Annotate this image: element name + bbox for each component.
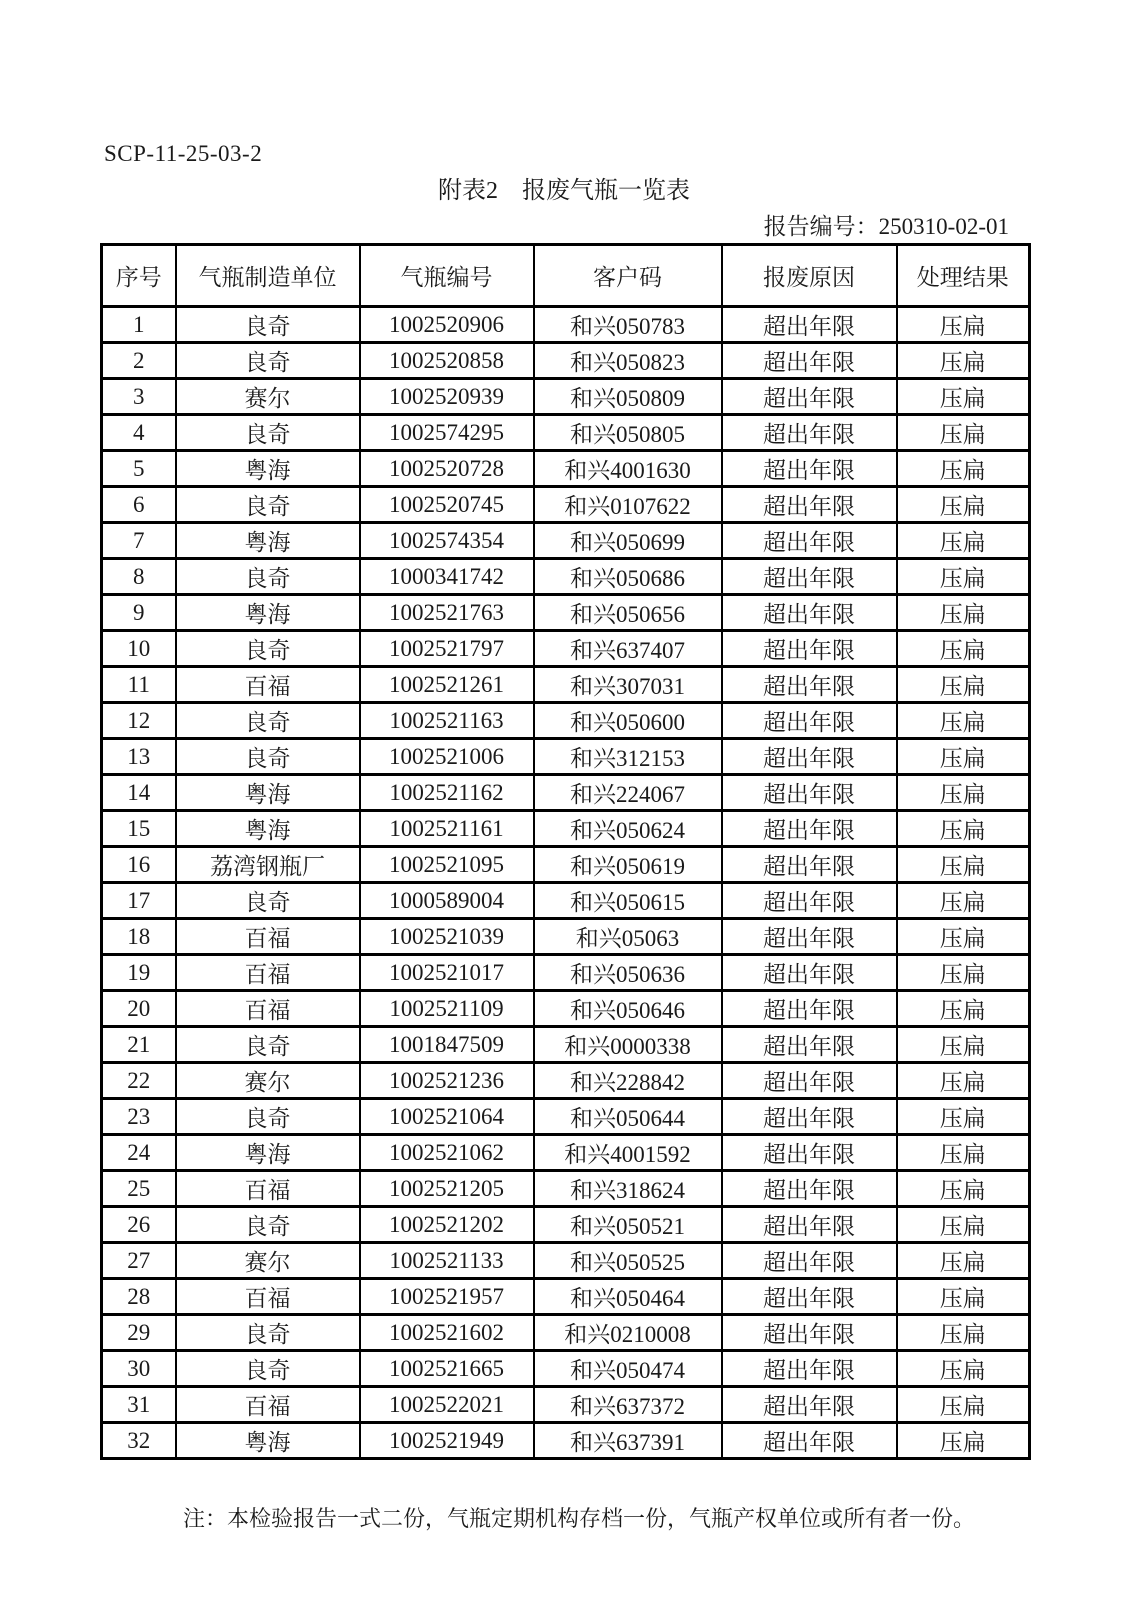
- column-header-customer-code: 客户码: [534, 245, 722, 307]
- cell-index: 7: [102, 523, 176, 559]
- cell-disposal-result: 压扁: [897, 343, 1030, 379]
- table-row: [102, 775, 1030, 811]
- cell-manufacturer: 赛尔: [176, 1063, 360, 1099]
- cell-scrap-reason: 超出年限: [722, 1279, 897, 1315]
- table-header-row: [102, 245, 1030, 307]
- cell-cylinder-number: 1002521763: [360, 595, 534, 631]
- cell-customer-code: 和兴4001592: [534, 1135, 722, 1171]
- cell-manufacturer: 百福: [176, 991, 360, 1027]
- cell-cylinder-number: 1002521039: [360, 919, 534, 955]
- cell-index: 14: [102, 775, 176, 811]
- cell-cylinder-number: 1002521162: [360, 775, 534, 811]
- cell-manufacturer: 粤海: [176, 1423, 360, 1459]
- cell-manufacturer: 赛尔: [176, 1243, 360, 1279]
- cell-disposal-result: 压扁: [897, 487, 1030, 523]
- cell-manufacturer: 良奇: [176, 1207, 360, 1243]
- cell-cylinder-number: 1002521949: [360, 1423, 534, 1459]
- cell-disposal-result: 压扁: [897, 1135, 1030, 1171]
- cell-manufacturer: 良奇: [176, 631, 360, 667]
- table-row: [102, 919, 1030, 955]
- cell-customer-code: 和兴050525: [534, 1243, 722, 1279]
- cell-scrap-reason: 超出年限: [722, 451, 897, 487]
- cell-manufacturer: 粤海: [176, 523, 360, 559]
- table-row: [102, 559, 1030, 595]
- cell-manufacturer: 赛尔: [176, 379, 360, 415]
- cell-manufacturer: 百福: [176, 1171, 360, 1207]
- cell-scrap-reason: 超出年限: [722, 1027, 897, 1063]
- cell-manufacturer: 良奇: [176, 307, 360, 343]
- cell-customer-code: 和兴228842: [534, 1063, 722, 1099]
- report-number: 报告编号：250310-02-01: [763, 214, 1009, 239]
- cell-scrap-reason: 超出年限: [722, 1063, 897, 1099]
- cell-customer-code: 和兴0210008: [534, 1315, 722, 1351]
- table-row: [102, 991, 1030, 1027]
- cell-disposal-result: 压扁: [897, 1027, 1030, 1063]
- cell-scrap-reason: 超出年限: [722, 487, 897, 523]
- table-row: [102, 523, 1030, 559]
- cell-manufacturer: 良奇: [176, 1027, 360, 1063]
- cell-cylinder-number: 1002574354: [360, 523, 534, 559]
- cell-index: 26: [102, 1207, 176, 1243]
- cell-index: 17: [102, 883, 176, 919]
- cell-manufacturer: 良奇: [176, 1315, 360, 1351]
- cell-manufacturer: 百福: [176, 919, 360, 955]
- column-header-index: 序号: [102, 245, 176, 307]
- table-row: [102, 343, 1030, 379]
- cell-cylinder-number: 1000589004: [360, 883, 534, 919]
- cell-index: 6: [102, 487, 176, 523]
- cell-disposal-result: 压扁: [897, 1099, 1030, 1135]
- cell-disposal-result: 压扁: [897, 1279, 1030, 1315]
- cell-scrap-reason: 超出年限: [722, 667, 897, 703]
- table-row: [102, 451, 1030, 487]
- cell-scrap-reason: 超出年限: [722, 919, 897, 955]
- table-row: [102, 955, 1030, 991]
- cell-customer-code: 和兴050656: [534, 595, 722, 631]
- cell-scrap-reason: 超出年限: [722, 379, 897, 415]
- cell-manufacturer: 百福: [176, 667, 360, 703]
- scrapped-cylinder-table: [100, 243, 1031, 1460]
- cell-manufacturer: 粤海: [176, 451, 360, 487]
- cell-customer-code: 和兴050823: [534, 343, 722, 379]
- cell-manufacturer: 百福: [176, 1387, 360, 1423]
- cell-manufacturer: 良奇: [176, 559, 360, 595]
- cell-customer-code: 和兴050809: [534, 379, 722, 415]
- cell-disposal-result: 压扁: [897, 883, 1030, 919]
- table-row: [102, 415, 1030, 451]
- table-row: [102, 1099, 1030, 1135]
- cell-scrap-reason: 超出年限: [722, 1171, 897, 1207]
- cell-cylinder-number: 1002521202: [360, 1207, 534, 1243]
- column-header-manufacturer: 气瓶制造单位: [176, 245, 360, 307]
- cell-cylinder-number: 1002521602: [360, 1315, 534, 1351]
- cell-cylinder-number: 1002521064: [360, 1099, 534, 1135]
- cell-disposal-result: 压扁: [897, 955, 1030, 991]
- cell-cylinder-number: 1002520939: [360, 379, 534, 415]
- cell-index: 12: [102, 703, 176, 739]
- cell-customer-code: 和兴318624: [534, 1171, 722, 1207]
- cell-manufacturer: 良奇: [176, 1099, 360, 1135]
- table-row: [102, 1243, 1030, 1279]
- table-row: [102, 703, 1030, 739]
- cell-manufacturer: 良奇: [176, 883, 360, 919]
- cell-cylinder-number: 1001847509: [360, 1027, 534, 1063]
- cell-index: 22: [102, 1063, 176, 1099]
- cell-index: 16: [102, 847, 176, 883]
- cell-disposal-result: 压扁: [897, 1207, 1030, 1243]
- cell-scrap-reason: 超出年限: [722, 739, 897, 775]
- cell-index: 4: [102, 415, 176, 451]
- cell-disposal-result: 压扁: [897, 775, 1030, 811]
- table-row: [102, 739, 1030, 775]
- cell-cylinder-number: 1002521161: [360, 811, 534, 847]
- cell-index: 25: [102, 1171, 176, 1207]
- cell-index: 9: [102, 595, 176, 631]
- cell-disposal-result: 压扁: [897, 1351, 1030, 1387]
- cell-index: 1: [102, 307, 176, 343]
- cell-scrap-reason: 超出年限: [722, 307, 897, 343]
- cell-customer-code: 和兴4001630: [534, 451, 722, 487]
- cell-disposal-result: 压扁: [897, 811, 1030, 847]
- cell-disposal-result: 压扁: [897, 1171, 1030, 1207]
- cell-scrap-reason: 超出年限: [722, 1351, 897, 1387]
- cell-customer-code: 和兴050699: [534, 523, 722, 559]
- cell-customer-code: 和兴050636: [534, 955, 722, 991]
- table-body: [102, 307, 1030, 1459]
- cell-customer-code: 和兴050521: [534, 1207, 722, 1243]
- cell-customer-code: 和兴0107622: [534, 487, 722, 523]
- table-row: [102, 667, 1030, 703]
- cell-cylinder-number: 1002521133: [360, 1243, 534, 1279]
- doc-code: SCP-11-25-03-2: [104, 141, 263, 166]
- cell-index: 13: [102, 739, 176, 775]
- cell-manufacturer: 良奇: [176, 1351, 360, 1387]
- cell-manufacturer: 百福: [176, 955, 360, 991]
- cell-customer-code: 和兴050615: [534, 883, 722, 919]
- cell-disposal-result: 压扁: [897, 1063, 1030, 1099]
- cell-customer-code: 和兴307031: [534, 667, 722, 703]
- cell-customer-code: 和兴050686: [534, 559, 722, 595]
- cell-disposal-result: 压扁: [897, 1423, 1030, 1459]
- column-header-disposal-result: 处理结果: [897, 245, 1030, 307]
- cell-manufacturer: 良奇: [176, 739, 360, 775]
- table-row: [102, 631, 1030, 667]
- cell-cylinder-number: 1002520745: [360, 487, 534, 523]
- cell-scrap-reason: 超出年限: [722, 595, 897, 631]
- cell-index: 3: [102, 379, 176, 415]
- cell-manufacturer: 粤海: [176, 595, 360, 631]
- cell-disposal-result: 压扁: [897, 847, 1030, 883]
- cell-cylinder-number: 1002521062: [360, 1135, 534, 1171]
- cell-index: 24: [102, 1135, 176, 1171]
- cell-scrap-reason: 超出年限: [722, 1423, 897, 1459]
- table-row: [102, 847, 1030, 883]
- cell-manufacturer: 荔湾钢瓶厂: [176, 847, 360, 883]
- cell-index: 2: [102, 343, 176, 379]
- cell-disposal-result: 压扁: [897, 379, 1030, 415]
- cell-index: 29: [102, 1315, 176, 1351]
- cell-manufacturer: 粤海: [176, 775, 360, 811]
- cell-scrap-reason: 超出年限: [722, 811, 897, 847]
- table-row: [102, 1135, 1030, 1171]
- cell-cylinder-number: 1002521797: [360, 631, 534, 667]
- cell-index: 15: [102, 811, 176, 847]
- table-row: [102, 811, 1030, 847]
- cell-customer-code: 和兴05063: [534, 919, 722, 955]
- cell-disposal-result: 压扁: [897, 307, 1030, 343]
- table-row: [102, 1027, 1030, 1063]
- cell-customer-code: 和兴224067: [534, 775, 722, 811]
- cell-disposal-result: 压扁: [897, 1243, 1030, 1279]
- table-row: [102, 883, 1030, 919]
- cell-cylinder-number: 1002521957: [360, 1279, 534, 1315]
- cell-scrap-reason: 超出年限: [722, 523, 897, 559]
- cell-scrap-reason: 超出年限: [722, 775, 897, 811]
- cell-cylinder-number: 1002521205: [360, 1171, 534, 1207]
- cell-customer-code: 和兴050464: [534, 1279, 722, 1315]
- cell-scrap-reason: 超出年限: [722, 1099, 897, 1135]
- cell-index: 8: [102, 559, 176, 595]
- cell-scrap-reason: 超出年限: [722, 847, 897, 883]
- table-row: [102, 1387, 1030, 1423]
- cell-customer-code: 和兴050783: [534, 307, 722, 343]
- cell-scrap-reason: 超出年限: [722, 415, 897, 451]
- cell-customer-code: 和兴050805: [534, 415, 722, 451]
- cell-scrap-reason: 超出年限: [722, 1135, 897, 1171]
- cell-manufacturer: 粤海: [176, 1135, 360, 1171]
- cell-customer-code: 和兴050619: [534, 847, 722, 883]
- table-row: [102, 1423, 1030, 1459]
- cell-customer-code: 和兴637372: [534, 1387, 722, 1423]
- cell-cylinder-number: 1002520906: [360, 307, 534, 343]
- cell-cylinder-number: 1002520728: [360, 451, 534, 487]
- cell-cylinder-number: 1000341742: [360, 559, 534, 595]
- cell-manufacturer: 良奇: [176, 703, 360, 739]
- cell-scrap-reason: 超出年限: [722, 631, 897, 667]
- cell-customer-code: 和兴637407: [534, 631, 722, 667]
- cell-cylinder-number: 1002520858: [360, 343, 534, 379]
- cell-disposal-result: 压扁: [897, 919, 1030, 955]
- cell-index: 11: [102, 667, 176, 703]
- cell-customer-code: 和兴050644: [534, 1099, 722, 1135]
- cell-cylinder-number: 1002574295: [360, 415, 534, 451]
- cell-cylinder-number: 1002521261: [360, 667, 534, 703]
- cell-disposal-result: 压扁: [897, 991, 1030, 1027]
- cell-customer-code: 和兴050474: [534, 1351, 722, 1387]
- cell-scrap-reason: 超出年限: [722, 991, 897, 1027]
- column-header-scrap-reason: 报废原因: [722, 245, 897, 307]
- cell-manufacturer: 百福: [176, 1279, 360, 1315]
- cell-index: 10: [102, 631, 176, 667]
- cell-cylinder-number: 1002521109: [360, 991, 534, 1027]
- cell-manufacturer: 粤海: [176, 811, 360, 847]
- cell-index: 20: [102, 991, 176, 1027]
- cell-index: 5: [102, 451, 176, 487]
- footer-note: 注：本检验报告一式二份，气瓶定期机构存档一份，气瓶产权单位或所有者一份。: [183, 1506, 976, 1531]
- cell-disposal-result: 压扁: [897, 703, 1030, 739]
- cell-disposal-result: 压扁: [897, 595, 1030, 631]
- cell-disposal-result: 压扁: [897, 1315, 1030, 1351]
- column-header-cylinder-number: 气瓶编号: [360, 245, 534, 307]
- cell-index: 31: [102, 1387, 176, 1423]
- cell-disposal-result: 压扁: [897, 559, 1030, 595]
- cell-scrap-reason: 超出年限: [722, 1243, 897, 1279]
- cell-index: 30: [102, 1351, 176, 1387]
- cell-manufacturer: 良奇: [176, 343, 360, 379]
- cell-customer-code: 和兴050600: [534, 703, 722, 739]
- table-row: [102, 1063, 1030, 1099]
- cell-disposal-result: 压扁: [897, 667, 1030, 703]
- table-row: [102, 1279, 1030, 1315]
- cell-cylinder-number: 1002522021: [360, 1387, 534, 1423]
- cell-scrap-reason: 超出年限: [722, 343, 897, 379]
- cell-index: 27: [102, 1243, 176, 1279]
- cell-customer-code: 和兴637391: [534, 1423, 722, 1459]
- cell-cylinder-number: 1002521017: [360, 955, 534, 991]
- table-row: [102, 1315, 1030, 1351]
- cell-cylinder-number: 1002521665: [360, 1351, 534, 1387]
- table-row: [102, 595, 1030, 631]
- page-title: 附表2 报废气瓶一览表: [438, 178, 690, 204]
- cell-scrap-reason: 超出年限: [722, 955, 897, 991]
- cell-scrap-reason: 超出年限: [722, 1207, 897, 1243]
- cell-disposal-result: 压扁: [897, 451, 1030, 487]
- cell-index: 18: [102, 919, 176, 955]
- table-row: [102, 379, 1030, 415]
- cell-cylinder-number: 1002521236: [360, 1063, 534, 1099]
- cell-customer-code: 和兴312153: [534, 739, 722, 775]
- cell-scrap-reason: 超出年限: [722, 703, 897, 739]
- table-row: [102, 487, 1030, 523]
- cell-scrap-reason: 超出年限: [722, 883, 897, 919]
- cell-disposal-result: 压扁: [897, 523, 1030, 559]
- cell-disposal-result: 压扁: [897, 739, 1030, 775]
- cell-scrap-reason: 超出年限: [722, 1387, 897, 1423]
- cell-index: 32: [102, 1423, 176, 1459]
- cell-index: 23: [102, 1099, 176, 1135]
- cell-cylinder-number: 1002521095: [360, 847, 534, 883]
- cell-index: 28: [102, 1279, 176, 1315]
- table-row: [102, 1351, 1030, 1387]
- cell-cylinder-number: 1002521163: [360, 703, 534, 739]
- cell-cylinder-number: 1002521006: [360, 739, 534, 775]
- cell-scrap-reason: 超出年限: [722, 559, 897, 595]
- table-row: [102, 1171, 1030, 1207]
- cell-disposal-result: 压扁: [897, 1387, 1030, 1423]
- cell-manufacturer: 良奇: [176, 415, 360, 451]
- cell-disposal-result: 压扁: [897, 415, 1030, 451]
- cell-customer-code: 和兴050624: [534, 811, 722, 847]
- cell-manufacturer: 良奇: [176, 487, 360, 523]
- cell-scrap-reason: 超出年限: [722, 1315, 897, 1351]
- cell-disposal-result: 压扁: [897, 631, 1030, 667]
- cell-index: 21: [102, 1027, 176, 1063]
- cell-customer-code: 和兴0000338: [534, 1027, 722, 1063]
- table-row: [102, 307, 1030, 343]
- table-row: [102, 1207, 1030, 1243]
- cell-customer-code: 和兴050646: [534, 991, 722, 1027]
- cell-index: 19: [102, 955, 176, 991]
